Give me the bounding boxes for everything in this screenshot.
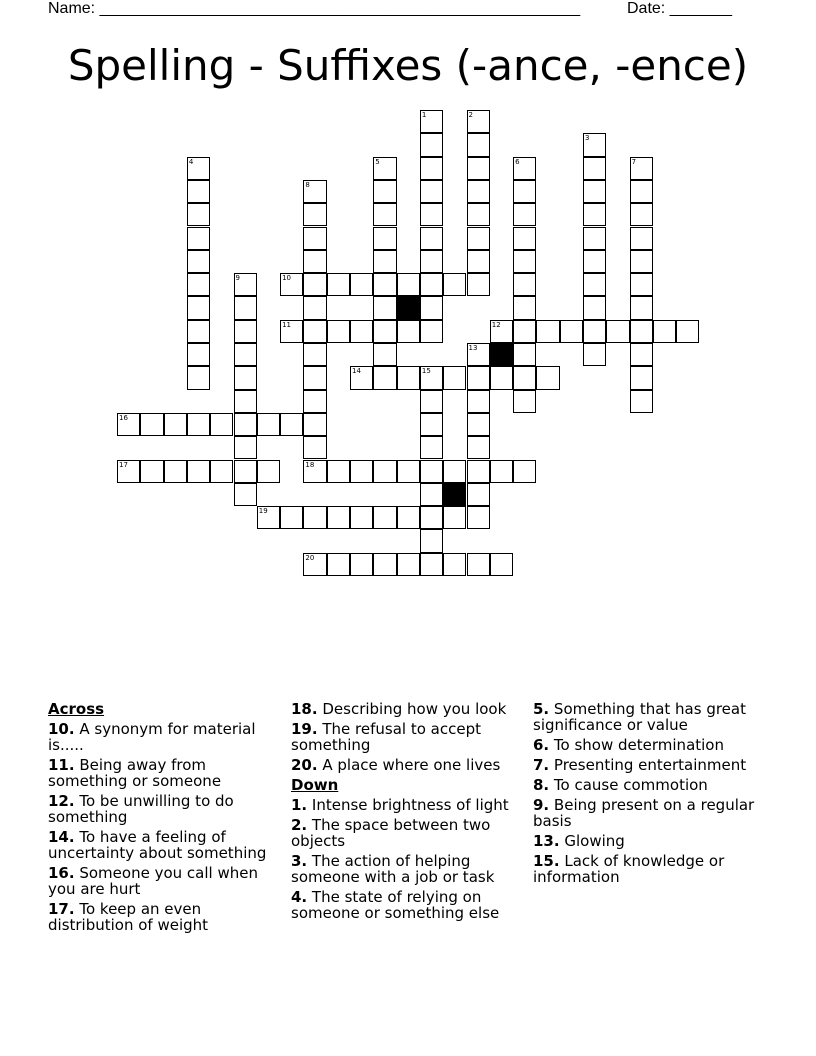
grid-cell[interactable] <box>187 296 210 319</box>
cell-number: 7 <box>631 157 637 166</box>
grid-cell[interactable] <box>303 320 326 343</box>
grid-cell[interactable] <box>420 110 443 133</box>
clue-text: Something that has great significance or value <box>533 700 746 734</box>
clue-text: Being present on a regular basis <box>533 796 755 830</box>
grid-cell[interactable] <box>467 436 490 459</box>
clue-item <box>291 721 523 753</box>
clue-number: 20. <box>291 756 318 774</box>
black-cell <box>443 483 466 506</box>
name-field-label: Name: ______________________________________________________ <box>48 0 581 17</box>
cell-number: 12 <box>491 320 501 329</box>
grid-cell[interactable] <box>397 506 420 529</box>
grid-cell[interactable] <box>373 250 396 273</box>
grid-cell[interactable] <box>117 413 140 436</box>
clue-item <box>533 701 773 733</box>
clue-text: Describing how you look <box>322 700 507 718</box>
grid-cell[interactable] <box>420 157 443 180</box>
clue-number: 14. <box>48 828 75 846</box>
grid-cell[interactable] <box>303 460 326 483</box>
clue-item <box>48 721 276 753</box>
grid-cell[interactable] <box>467 203 490 226</box>
clue-text: To be unwilling to do something <box>48 792 234 826</box>
grid-cell[interactable] <box>583 227 606 250</box>
cell-number: 17 <box>119 460 128 469</box>
grid-cell[interactable] <box>513 460 536 483</box>
grid-cell[interactable] <box>210 413 233 436</box>
cell-number: 2 <box>468 111 473 119</box>
grid-cell[interactable] <box>164 460 187 483</box>
grid-cell[interactable] <box>630 203 653 226</box>
grid-cell[interactable] <box>280 273 303 296</box>
grid-cell[interactable] <box>443 553 466 576</box>
grid-cell[interactable] <box>373 460 396 483</box>
grid-cell[interactable] <box>467 553 490 576</box>
clue-text: Glowing <box>564 832 625 850</box>
grid-cell[interactable] <box>630 366 653 389</box>
grid-cell[interactable] <box>164 413 187 436</box>
grid-cell[interactable] <box>467 413 490 436</box>
clue-item <box>48 865 276 897</box>
grid-cell[interactable] <box>187 227 210 250</box>
grid-cell[interactable] <box>187 273 210 296</box>
clue-number: 5. <box>533 700 550 718</box>
grid-cell[interactable] <box>234 460 257 483</box>
clue-number: 13. <box>533 832 560 850</box>
cell-number: 9 <box>235 274 240 283</box>
clue-text: Lack of knowledge or information <box>533 852 725 886</box>
grid-cell[interactable] <box>397 553 420 576</box>
grid-cell[interactable] <box>350 506 373 529</box>
grid-cell[interactable] <box>257 413 280 436</box>
clue-text: Presenting entertainment <box>553 756 747 774</box>
grid-cell[interactable] <box>630 390 653 413</box>
clue-number: 2. <box>291 816 308 834</box>
grid-cell[interactable] <box>397 273 420 296</box>
grid-cell[interactable] <box>350 366 373 389</box>
clue-number: 1. <box>291 796 308 814</box>
grid-cell[interactable] <box>467 390 490 413</box>
grid-cell[interactable] <box>467 483 490 506</box>
cell-number: 14 <box>352 367 361 376</box>
grid-cell[interactable] <box>420 553 443 576</box>
cell-number: 18 <box>305 460 315 469</box>
grid-cell[interactable] <box>234 273 257 296</box>
grid-cell[interactable] <box>467 227 490 250</box>
grid-cell[interactable] <box>303 506 326 529</box>
grid-cell[interactable] <box>303 250 326 273</box>
grid-cell[interactable] <box>513 366 536 389</box>
grid-cell[interactable] <box>583 320 606 343</box>
cell-number: 11 <box>282 320 292 329</box>
grid-cell[interactable] <box>373 320 396 343</box>
clues-column-1 <box>48 701 276 937</box>
grid-cell[interactable] <box>373 343 396 366</box>
grid-cell[interactable] <box>420 203 443 226</box>
down-heading: Down <box>291 776 339 794</box>
grid-cell[interactable] <box>373 203 396 226</box>
black-cell <box>490 343 513 366</box>
grid-cell[interactable] <box>257 506 280 529</box>
grid-cell[interactable] <box>420 227 443 250</box>
grid-cell[interactable] <box>420 529 443 552</box>
clue-number: 7. <box>533 756 550 774</box>
grid-cell[interactable] <box>420 483 443 506</box>
grid-cell[interactable] <box>583 180 606 203</box>
cell-number: 19 <box>258 507 268 516</box>
page-title: Spelling - Suffixes (-ance, -ence) <box>67 41 749 90</box>
grid-cell[interactable] <box>187 320 210 343</box>
clue-item <box>533 737 773 753</box>
clue-text: Intense brightness of light <box>311 796 509 814</box>
cell-number: 13 <box>468 344 478 352</box>
clue-text: To show determination <box>553 736 724 754</box>
clue-number: 16. <box>48 864 75 882</box>
grid-cell[interactable] <box>373 157 396 180</box>
grid-cell[interactable] <box>536 320 559 343</box>
grid-cell[interactable] <box>234 366 257 389</box>
grid-cell[interactable] <box>187 157 210 180</box>
grid-cell[interactable] <box>187 180 210 203</box>
cell-number: 1 <box>421 111 427 119</box>
cell-number: 3 <box>585 134 590 143</box>
grid-cell[interactable] <box>280 506 303 529</box>
grid-cell[interactable] <box>513 227 536 250</box>
grid-cell[interactable] <box>583 296 606 319</box>
grid-cell[interactable] <box>303 413 326 436</box>
grid-cell[interactable] <box>443 366 466 389</box>
clue-item <box>291 797 523 813</box>
clue-item <box>533 777 773 793</box>
grid-cell[interactable] <box>187 460 210 483</box>
grid-cell[interactable] <box>303 273 326 296</box>
grid-cell[interactable] <box>583 133 606 156</box>
clue-text: To keep an even distribution of weight <box>48 900 209 934</box>
clue-number: 11. <box>48 756 75 774</box>
grid-cell[interactable] <box>513 320 536 343</box>
clue-item <box>48 901 276 933</box>
grid-cell[interactable] <box>630 250 653 273</box>
grid-cell[interactable] <box>420 436 443 459</box>
clue-number: 3. <box>291 852 308 870</box>
cell-number: 16 <box>119 413 128 422</box>
grid-cell[interactable] <box>513 296 536 319</box>
grid-cell[interactable] <box>234 390 257 413</box>
grid-cell[interactable] <box>327 320 350 343</box>
clue-text: A place where one lives <box>322 756 501 774</box>
cell-number: 5 <box>375 157 380 166</box>
grid-cell[interactable] <box>234 413 257 436</box>
grid-cell[interactable] <box>327 553 350 576</box>
grid-cell[interactable] <box>234 296 257 319</box>
grid-cell[interactable] <box>467 343 490 366</box>
grid-cell[interactable] <box>467 250 490 273</box>
clue-number: 19. <box>291 720 318 738</box>
grid-cell[interactable] <box>280 320 303 343</box>
grid-cell[interactable] <box>350 460 373 483</box>
across-heading: Across <box>48 700 105 718</box>
grid-cell[interactable] <box>513 203 536 226</box>
grid-cell[interactable] <box>420 273 443 296</box>
grid-cell[interactable] <box>327 273 350 296</box>
grid-cell[interactable] <box>140 413 163 436</box>
clue-item <box>533 757 773 773</box>
grid-cell[interactable] <box>187 413 210 436</box>
grid-cell[interactable] <box>373 506 396 529</box>
grid-cell[interactable] <box>327 506 350 529</box>
clue-item <box>291 701 523 717</box>
grid-cell[interactable] <box>513 180 536 203</box>
grid-cell[interactable] <box>187 203 210 226</box>
grid-cell[interactable] <box>397 366 420 389</box>
clue-number: 6. <box>533 736 550 754</box>
grid-cell[interactable] <box>467 273 490 296</box>
cell-number: 10 <box>282 274 292 283</box>
grid-cell[interactable] <box>303 553 326 576</box>
clue-text: The state of relying on someone or something else <box>291 888 500 922</box>
clue-item <box>48 793 276 825</box>
grid-cell[interactable] <box>630 180 653 203</box>
grid-cell[interactable] <box>187 250 210 273</box>
grid-cell[interactable] <box>210 460 233 483</box>
clue-item <box>533 833 773 849</box>
clue-item <box>291 853 523 885</box>
grid-cell[interactable] <box>373 296 396 319</box>
grid-cell[interactable] <box>490 320 513 343</box>
grid-cell[interactable] <box>630 343 653 366</box>
cell-number: 6 <box>515 157 520 166</box>
clue-number: 18. <box>291 700 318 718</box>
grid-cell[interactable] <box>350 553 373 576</box>
clue-number: 8. <box>533 776 550 794</box>
clue-item <box>533 853 773 885</box>
cell-number: 8 <box>305 180 310 189</box>
grid-cell[interactable] <box>467 506 490 529</box>
clue-number: 10. <box>48 720 75 738</box>
grid-cell[interactable] <box>420 366 443 389</box>
grid-cell[interactable] <box>513 343 536 366</box>
grid-cell[interactable] <box>373 227 396 250</box>
clue-number: 12. <box>48 792 75 810</box>
grid-cell[interactable] <box>420 390 443 413</box>
clue-text: The action of helping someone with a job or task <box>291 852 495 886</box>
grid-cell[interactable] <box>513 273 536 296</box>
grid-cell[interactable] <box>583 343 606 366</box>
grid-cell[interactable] <box>234 320 257 343</box>
grid-cell[interactable] <box>443 460 466 483</box>
grid-cell[interactable] <box>630 227 653 250</box>
grid-cell[interactable] <box>234 483 257 506</box>
grid-cell[interactable] <box>630 273 653 296</box>
clue-item <box>48 757 276 789</box>
grid-cell[interactable] <box>187 366 210 389</box>
grid-cell[interactable] <box>443 273 466 296</box>
grid-cell[interactable] <box>583 203 606 226</box>
grid-cell[interactable] <box>583 250 606 273</box>
grid-cell[interactable] <box>373 180 396 203</box>
grid-cell[interactable] <box>467 180 490 203</box>
grid-cell[interactable] <box>420 250 443 273</box>
grid-cell[interactable] <box>303 390 326 413</box>
clues-column-3 <box>533 701 773 889</box>
clue-item <box>533 797 773 829</box>
clue-text: The space between two objects <box>291 816 491 850</box>
grid-cell[interactable] <box>490 460 513 483</box>
clue-item <box>291 817 523 849</box>
grid-cell[interactable] <box>676 320 699 343</box>
black-cell <box>397 296 420 319</box>
grid-cell[interactable] <box>630 296 653 319</box>
date-field-label: Date: _______ <box>627 0 732 17</box>
grid-cell[interactable] <box>373 553 396 576</box>
grid-cell[interactable] <box>583 157 606 180</box>
grid-cell[interactable] <box>420 320 443 343</box>
grid-cell[interactable] <box>373 273 396 296</box>
clue-number: 4. <box>291 888 308 906</box>
grid-cell[interactable] <box>303 436 326 459</box>
grid-cell[interactable] <box>467 366 490 389</box>
grid-cell[interactable] <box>513 390 536 413</box>
grid-cell[interactable] <box>257 460 280 483</box>
clue-item <box>48 829 276 861</box>
grid-cell[interactable] <box>420 180 443 203</box>
grid-cell[interactable] <box>350 273 373 296</box>
grid-cell[interactable] <box>420 506 443 529</box>
cell-number: 20 <box>305 553 315 562</box>
grid-cell[interactable] <box>234 436 257 459</box>
grid-cell[interactable] <box>420 413 443 436</box>
grid-cell[interactable] <box>536 366 559 389</box>
grid-cell[interactable] <box>560 320 583 343</box>
grid-cell[interactable] <box>606 320 629 343</box>
grid-cell[interactable] <box>513 250 536 273</box>
clue-text: To have a feeling of uncertainty about something <box>48 828 267 862</box>
grid-cell[interactable] <box>467 133 490 156</box>
grid-cell[interactable] <box>420 296 443 319</box>
clue-number: 15. <box>533 852 560 870</box>
grid-cell[interactable] <box>234 343 257 366</box>
clues-column-2 <box>291 701 523 925</box>
clue-number: 17. <box>48 900 75 918</box>
grid-cell[interactable] <box>187 343 210 366</box>
clue-item <box>291 757 523 773</box>
clue-text: Being away from something or someone <box>48 756 222 790</box>
clue-text: The refusal to accept something <box>291 720 481 754</box>
grid-cell[interactable] <box>420 133 443 156</box>
grid-cell[interactable] <box>350 320 373 343</box>
grid-cell[interactable] <box>303 366 326 389</box>
grid-cell[interactable] <box>443 506 466 529</box>
clue-text: To cause commotion <box>553 776 708 794</box>
grid-cell[interactable] <box>373 366 396 389</box>
grid-cell[interactable] <box>280 413 303 436</box>
grid-cell[interactable] <box>467 157 490 180</box>
grid-cell[interactable] <box>327 460 350 483</box>
clue-item <box>291 889 523 921</box>
grid-cell[interactable] <box>397 320 420 343</box>
grid-cell[interactable] <box>420 460 443 483</box>
grid-cell[interactable] <box>303 343 326 366</box>
grid-cell[interactable] <box>303 227 326 250</box>
grid-cell[interactable] <box>630 320 653 343</box>
grid-cell[interactable] <box>117 460 140 483</box>
cell-number: 15 <box>421 367 431 376</box>
clue-text: Someone you call when you are hurt <box>48 864 258 898</box>
grid-cell[interactable] <box>303 203 326 226</box>
cell-number: 4 <box>188 157 194 166</box>
grid-cell[interactable] <box>630 157 653 180</box>
grid-cell[interactable] <box>653 320 676 343</box>
grid-cell[interactable] <box>467 110 490 133</box>
grid-cell[interactable] <box>140 460 163 483</box>
grid-cell[interactable] <box>467 460 490 483</box>
grid-cell[interactable] <box>583 273 606 296</box>
clue-number: 9. <box>533 796 550 814</box>
grid-cell[interactable] <box>490 553 513 576</box>
grid-cell[interactable] <box>303 296 326 319</box>
grid-cell[interactable] <box>490 366 513 389</box>
grid-cell[interactable] <box>303 180 326 203</box>
clue-text: A synonym for material is..... <box>48 720 256 754</box>
grid-cell[interactable] <box>513 157 536 180</box>
grid-cell[interactable] <box>397 460 420 483</box>
